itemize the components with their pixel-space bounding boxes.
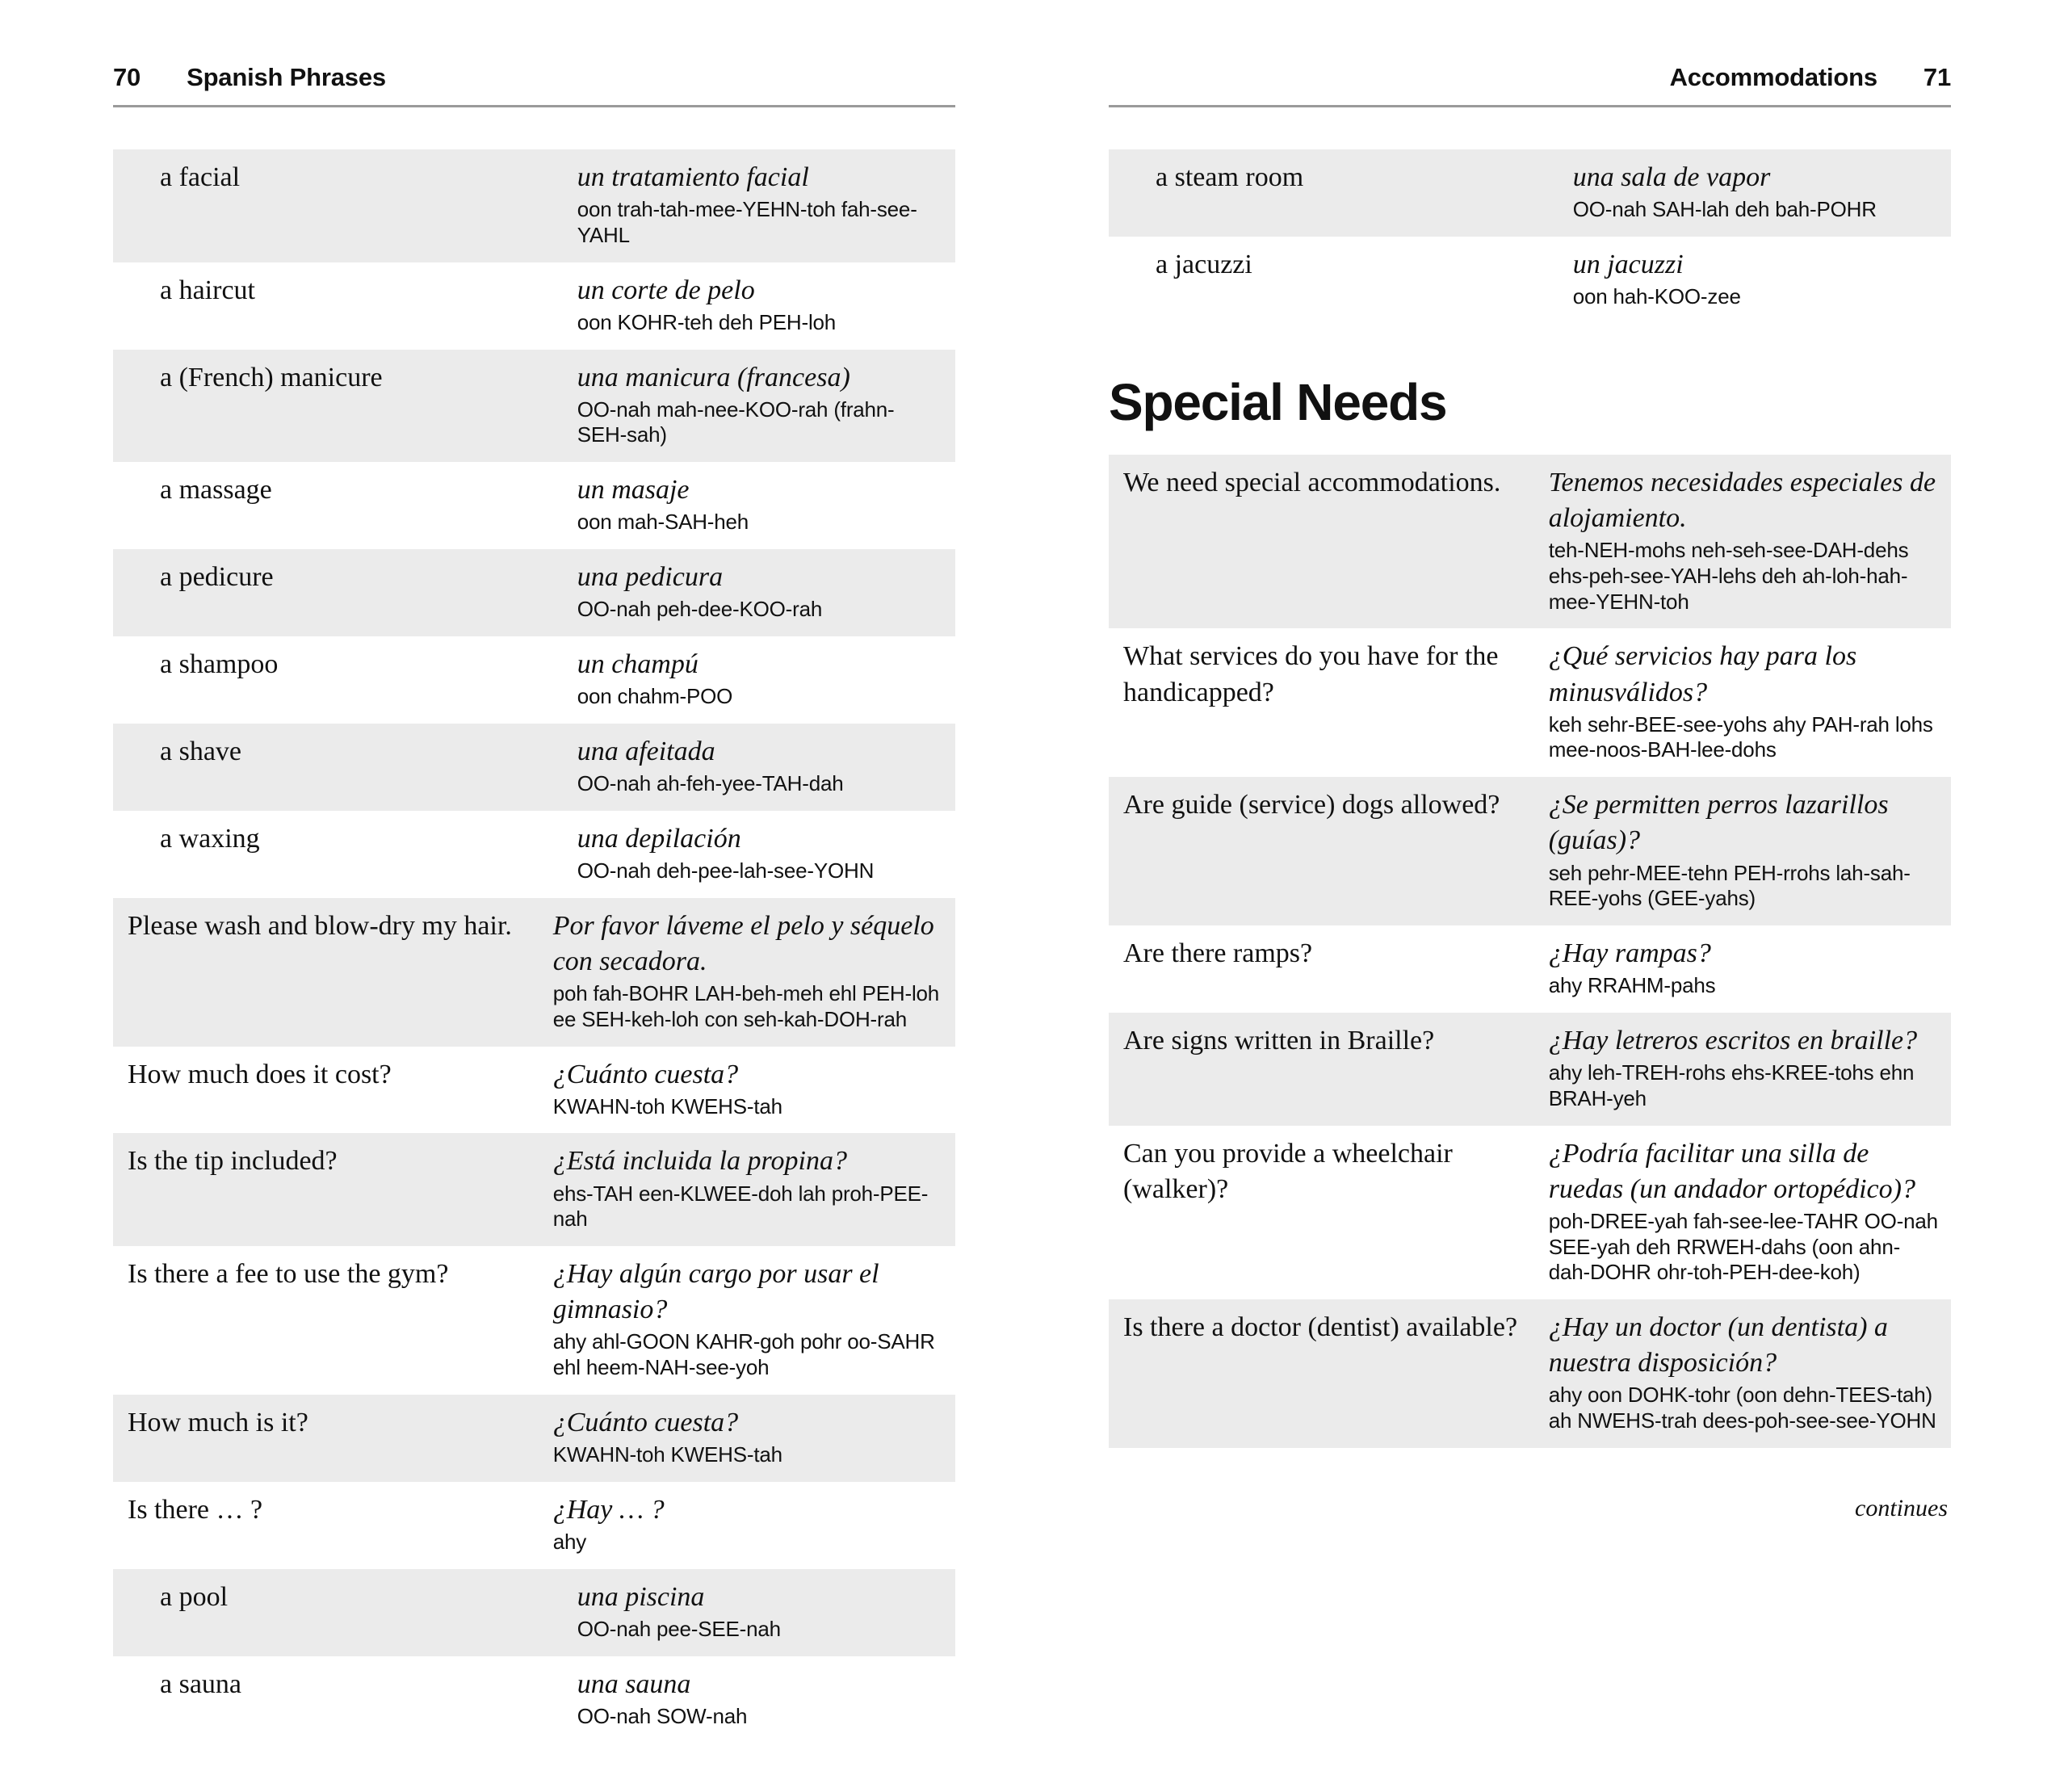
spanish-block: [1534, 639, 1951, 763]
phrase-cell-spanish: [539, 1656, 955, 1744]
table-row: [1109, 1013, 1951, 1126]
phrase-cell-english: [1109, 1013, 1534, 1126]
spanish-phrase: ¿Hay un doctor (un dentista) a nuestra disposición?: [1548, 1312, 1888, 1379]
spanish-phrase: ¿Cuánto cuesta?: [552, 1407, 739, 1437]
spanish-phrase: Por favor láveme el pelo y séquelo con secadora.: [552, 910, 934, 976]
page-right: [1032, 0, 2064, 1792]
spanish-block: [539, 734, 955, 797]
phrase-cell-spanish: [539, 1482, 955, 1569]
spanish-phrase: una sauna: [577, 1668, 691, 1699]
pronunciation-guide: OO-nah SOW-nah: [577, 1703, 748, 1728]
spanish-block: [1534, 465, 1951, 615]
phrase-cell-english: [113, 350, 539, 463]
spanish-phrase: ¿Está incluida la propina?: [552, 1146, 847, 1177]
spanish-phrase: una pedicura: [577, 562, 724, 593]
english-phrase: How much is it?: [128, 1407, 308, 1437]
table-row: [113, 1246, 955, 1395]
phrase-cell-spanish: [539, 898, 955, 1047]
phrase-cell-spanish: [1534, 777, 1951, 925]
spanish-block: [539, 1405, 955, 1468]
table-row: [113, 1395, 955, 1482]
table-row: [113, 1656, 955, 1744]
english-phrase: Are guide (service) dogs allowed?: [1123, 790, 1500, 820]
phrase-cell-spanish: [1534, 1013, 1951, 1126]
section-heading-special-needs: Special Needs: [1109, 372, 1447, 431]
phrase-cell-spanish: [539, 636, 955, 724]
phrase-cell-english: [1109, 1126, 1534, 1300]
phrase-cell-english: [113, 1133, 539, 1246]
phrase-cell-english: [113, 898, 539, 1047]
phrase-cell-spanish: [539, 1047, 955, 1134]
pronunciation-guide: ahy leh-TREH-rohs ehs-KREE-tohs ehn BRAH-yeh: [1548, 1060, 1915, 1110]
spanish-phrase: ¿Se permitten perros lazarillos (guías)?: [1548, 790, 1889, 856]
phrase-cell-english: [113, 636, 539, 724]
phrase-cell-english: [113, 149, 539, 262]
table-row: [113, 262, 955, 350]
english-phrase: a steam room: [1156, 162, 1304, 192]
pronunciation-guide: KWAHN-toh KWEHS-tah: [552, 1093, 782, 1118]
spanish-phrase: ¿Hay algún cargo por usar el gimnasio?: [552, 1259, 879, 1325]
table-row: [113, 149, 955, 262]
running-head-left: [113, 0, 955, 92]
spanish-block: [539, 160, 955, 249]
english-phrase: a pedicure: [160, 562, 274, 593]
table-row: [1109, 628, 1951, 777]
phrase-cell-spanish: [1534, 237, 1951, 324]
spanish-phrase: una sala de vapor: [1572, 162, 1771, 192]
pronunciation-guide: teh-NEH-mohs neh-seh-see-DAH-dehs ehs-peh-see-YAH-lehs deh ah-loh-hah-mee-YEHN-toh: [1548, 538, 1909, 614]
english-phrase: a shave: [160, 736, 242, 766]
pronunciation-guide: OO-nah ah-feh-yee-TAH-dah: [577, 771, 844, 796]
phrase-table-special-needs: [1109, 455, 1951, 1448]
phrase-cell-spanish: [539, 262, 955, 350]
spanish-block: [539, 647, 955, 710]
spanish-block: [539, 273, 955, 336]
english-phrase: Is the tip included?: [128, 1146, 338, 1177]
phrase-cell-spanish: [1534, 455, 1951, 629]
english-phrase: We need special accommodations.: [1123, 467, 1501, 497]
spanish-phrase: una manicura (francesa): [577, 362, 850, 392]
spanish-phrase: ¿Cuánto cuesta?: [552, 1059, 739, 1089]
spanish-phrase: ¿Qué servicios hay para los minusválidos?: [1548, 641, 1857, 707]
english-phrase: a haircut: [160, 275, 255, 305]
phrase-cell-spanish: [539, 811, 955, 898]
spanish-block: [539, 1057, 955, 1120]
spanish-phrase: una depilación: [577, 823, 741, 854]
phrase-cell-english: [113, 811, 539, 898]
phrase-cell-english: [1109, 455, 1534, 629]
phrase-cell-english: [113, 1047, 539, 1134]
pronunciation-guide: ahy: [552, 1529, 587, 1554]
table-row: [113, 350, 955, 463]
phrase-cell-spanish: [539, 1395, 955, 1482]
phrase-table-left: [113, 149, 955, 1743]
phrase-cell-english: [113, 1569, 539, 1656]
phrase-cell-english: [1109, 237, 1534, 324]
phrase-cell-english: [1109, 628, 1534, 777]
spanish-phrase: ¿Hay … ?: [552, 1494, 665, 1525]
english-phrase: Are there ramps?: [1123, 938, 1313, 968]
table-row: [1109, 777, 1951, 925]
pronunciation-guide: oon KOHR-teh deh PEH-loh: [577, 309, 837, 334]
phrase-cell-spanish: [539, 1246, 955, 1395]
spanish-block: [539, 909, 955, 1033]
spanish-block: [539, 360, 955, 449]
pronunciation-guide: seh pehr-MEE-tehn PEH-rrohs lah-sah-REE-yohs (GEE-yahs): [1548, 860, 1911, 911]
pronunciation-guide: OO-nah deh-pee-lah-see-YOHN: [577, 858, 875, 883]
english-phrase: a jacuzzi: [1156, 249, 1252, 279]
spanish-phrase: un jacuzzi: [1572, 249, 1684, 279]
table-row: [113, 898, 955, 1047]
spanish-phrase: ¿Hay letreros escritos en braille?: [1548, 1025, 1918, 1055]
table-row: [1109, 237, 1951, 324]
english-phrase: a (French) manicure: [160, 362, 383, 392]
phrase-cell-english: [113, 1656, 539, 1744]
phrase-cell-english: [113, 462, 539, 549]
english-phrase: Is there a doctor (dentist) available?: [1123, 1312, 1518, 1343]
phrase-cell-spanish: [539, 1133, 955, 1246]
phrase-cell-english: [113, 262, 539, 350]
pronunciation-guide: oon chahm-POO: [577, 684, 733, 709]
spanish-block: [1534, 787, 1951, 912]
phrase-table-right-top: [1109, 149, 1951, 324]
english-phrase: a shampoo: [160, 648, 279, 679]
spanish-block: [1534, 1023, 1951, 1112]
pronunciation-guide: ahy oon DOHK-tohr (oon dehn-TEES-tah) ah NWEHS-trah dees-poh-see-see-YOHN: [1548, 1383, 1936, 1433]
table-row: [1109, 1126, 1951, 1300]
running-head-right: [1109, 0, 1951, 92]
phrase-cell-spanish: [1534, 1126, 1951, 1300]
phrase-cell-spanish: [539, 549, 955, 636]
table-row: [113, 462, 955, 549]
table-row: [1109, 925, 1951, 1013]
pronunciation-guide: poh fah-BOHR LAH-beh-meh ehl PEH-loh ee SEH-keh-loh con seh-kah-DOH-rah: [552, 981, 940, 1031]
english-phrase: a massage: [160, 475, 272, 506]
phrase-cell-spanish: [539, 350, 955, 463]
table-row: [1109, 149, 1951, 237]
spanish-phrase: un tratamiento facial: [577, 162, 809, 192]
phrase-cell-english: [113, 549, 539, 636]
running-title-right: Accommodations: [1669, 63, 1877, 91]
phrase-cell-english: [113, 1395, 539, 1482]
pronunciation-guide: ehs-TAH een-KLWEE-doh lah proh-PEE-nah: [552, 1181, 929, 1232]
spanish-block: [1534, 247, 1951, 310]
continues-note: continues: [1855, 1494, 1948, 1521]
spanish-phrase: un corte de pelo: [577, 275, 755, 305]
phrase-cell-spanish: [539, 149, 955, 262]
phrase-cell-english: [113, 1246, 539, 1395]
phrase-cell-english: [1109, 149, 1534, 237]
spanish-block: [539, 1492, 955, 1555]
english-phrase: Please wash and blow-dry my hair.: [128, 910, 512, 941]
spanish-block: [539, 472, 955, 535]
phrase-cell-spanish: [1534, 925, 1951, 1013]
spanish-block: [539, 560, 955, 623]
phrase-cell-english: [1109, 1299, 1534, 1448]
spanish-phrase: un masaje: [577, 475, 690, 506]
phrase-cell-english: [1109, 925, 1534, 1013]
english-phrase: a sauna: [160, 1668, 242, 1699]
english-phrase: Is there a fee to use the gym?: [128, 1259, 449, 1290]
english-phrase: Are signs written in Braille?: [1123, 1025, 1435, 1055]
pronunciation-guide: ahy ahl-GOON KAHR-goh pohr oo-SAHR ehl heem-NAH-see-yoh: [552, 1329, 935, 1380]
spanish-block: [539, 1580, 955, 1643]
spanish-block: [1534, 936, 1951, 999]
page-number-right: 71: [1923, 63, 1951, 91]
english-phrase: a pool: [160, 1581, 229, 1612]
pronunciation-guide: KWAHN-toh KWEHS-tah: [552, 1442, 782, 1467]
pronunciation-guide: poh-DREE-yah fah-see-lee-TAHR OO-nah SEE-yah deh RRWEH-dahs (oon ahn-dah-DOHR ohr-toh-PEH-dee-koh): [1548, 1208, 1938, 1285]
english-phrase: What services do you have for the handicapped?: [1123, 641, 1499, 707]
table-row: [113, 1133, 955, 1246]
table-spacer-left: [113, 107, 955, 149]
english-phrase: How much does it cost?: [128, 1059, 392, 1089]
english-phrase: Is there … ?: [128, 1494, 263, 1525]
phrase-cell-english: [1109, 777, 1534, 925]
spanish-block: [1534, 1136, 1951, 1286]
phrase-cell-spanish: [539, 1569, 955, 1656]
table-row: [113, 724, 955, 811]
pronunciation-guide: oon trah-tah-mee-YEHN-toh fah-see-YAHL: [577, 197, 917, 247]
spanish-phrase: una piscina: [577, 1581, 705, 1612]
english-phrase: Can you provide a wheelchair (walker)?: [1123, 1138, 1453, 1204]
pronunciation-guide: oon mah-SAH-heh: [577, 510, 749, 535]
pronunciation-guide: ahy RRAHM-pahs: [1548, 973, 1716, 998]
english-phrase: a waxing: [160, 823, 260, 854]
phrase-cell-english: [113, 724, 539, 811]
spanish-block: [539, 1257, 955, 1381]
phrase-cell-spanish: [1534, 1299, 1951, 1448]
phrase-cell-english: [113, 1482, 539, 1569]
running-title-left: Spanish Phrases: [187, 63, 386, 91]
pronunciation-guide: keh sehr-BEE-see-yohs ahy PAH-rah lohs mee-noos-BAH-lee-dohs: [1548, 711, 1933, 762]
table-row: [1109, 455, 1951, 629]
pronunciation-guide: oon hah-KOO-zee: [1572, 284, 1741, 309]
spanish-block: [539, 1667, 955, 1730]
spanish-phrase: ¿Hay rampas?: [1548, 938, 1711, 968]
table-row: [113, 1569, 955, 1656]
spanish-phrase: ¿Podría facilitar una silla de ruedas (un andador ortopédico)?: [1548, 1138, 1915, 1204]
table-row: [113, 1482, 955, 1569]
table-spacer-right: [1109, 107, 1951, 149]
phrase-cell-spanish: [1534, 149, 1951, 237]
pronunciation-guide: OO-nah mah-nee-KOO-rah (frahn-SEH-sah): [577, 397, 895, 447]
phrase-cell-spanish: [539, 462, 955, 549]
phrase-cell-spanish: [539, 724, 955, 811]
pronunciation-guide: OO-nah peh-dee-KOO-rah: [577, 597, 823, 622]
spanish-phrase: Tenemos necesidades especiales de alojamiento.: [1548, 467, 1936, 533]
spanish-block: [539, 821, 955, 884]
english-phrase: a facial: [160, 162, 241, 192]
spanish-block: [1534, 1310, 1951, 1434]
table-row: [113, 1047, 955, 1134]
table-row: [113, 549, 955, 636]
table-row: [113, 636, 955, 724]
pronunciation-guide: OO-nah SAH-lah deh bah-POHR: [1572, 197, 1877, 222]
page-number-left: 70: [113, 63, 141, 91]
spanish-block: [1534, 160, 1951, 223]
spanish-block: [539, 1144, 955, 1232]
pronunciation-guide: OO-nah pee-SEE-nah: [577, 1616, 781, 1641]
phrase-cell-spanish: [1534, 628, 1951, 777]
spanish-phrase: una afeitada: [577, 736, 715, 766]
table-row: [1109, 1299, 1951, 1448]
spanish-phrase: un champú: [577, 648, 698, 679]
table-row: [113, 811, 955, 898]
